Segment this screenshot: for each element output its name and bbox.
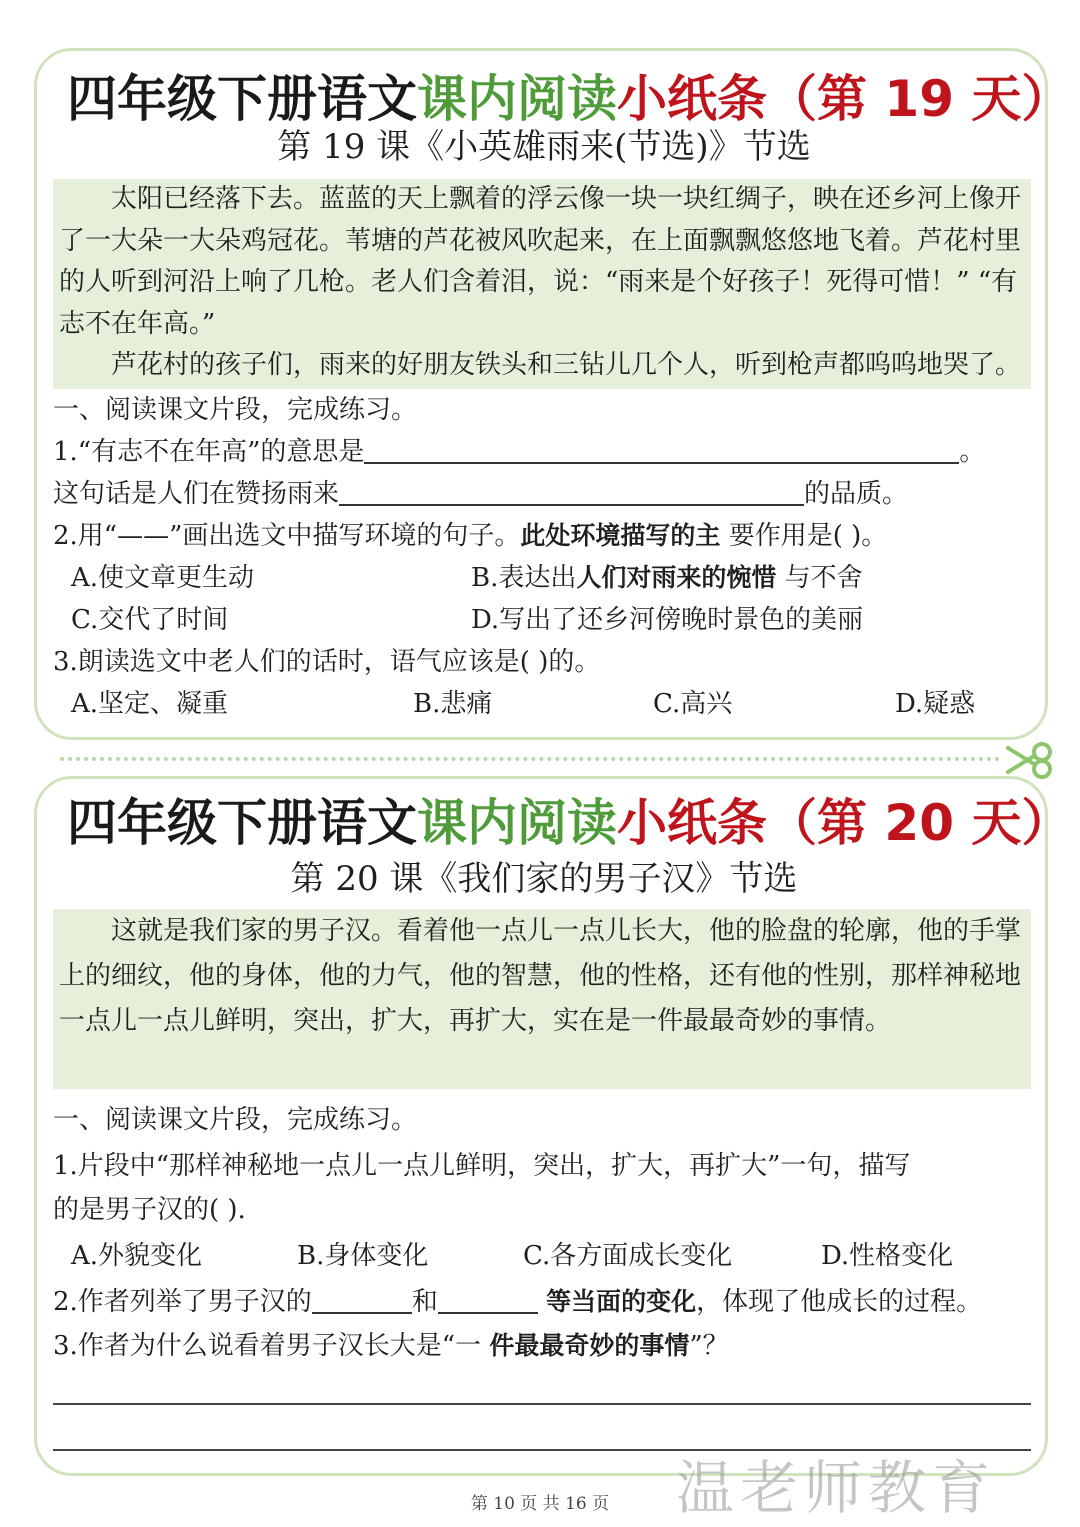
question-1-continued: 这句话是人们在赞扬雨来 的品质。 <box>53 473 1043 515</box>
option-a[interactable]: A.坚定、凝重 <box>71 689 229 719</box>
option-a[interactable]: A.使文章更生动 <box>71 563 255 593</box>
option-c[interactable]: C.高兴 <box>653 689 733 719</box>
card-title: 四年级下册语文课内阅读小纸条（第 20 天） <box>67 794 1072 852</box>
question-2-options-row2 <box>53 599 1043 641</box>
question-1-continued: 的是男子汉的( ). <box>53 1195 246 1225</box>
answer-blank[interactable] <box>364 434 959 464</box>
answer-blank[interactable] <box>339 476 804 506</box>
reading-passage <box>53 909 1031 1089</box>
section-heading: 一、阅读课文片段，完成练习。 <box>53 395 418 425</box>
option-d[interactable]: D.写出了还乡河傍晚时景色的美丽 <box>471 605 864 635</box>
option-c[interactable]: C.各方面成长变化 <box>523 1241 733 1271</box>
scissors-icon <box>1004 740 1056 780</box>
option-d[interactable]: D.疑惑 <box>895 689 976 719</box>
passage-paragraph: 芦花村的孩子们，雨来的好朋友铁头和三钻儿几个人，听到枪声都呜呜地哭了。 <box>111 350 1022 381</box>
question-2: 2.作者列举了男子汉的 和 等当面的变化，体现了他成长的过程。 <box>53 1281 1043 1323</box>
question-1: 1.片段中“那样神秘地一点儿一点儿鲜明，突出，扩大，再扩大”一句，描写 <box>53 1151 911 1181</box>
section-heading: 一、阅读课文片段，完成练习。 <box>53 1105 418 1135</box>
lesson-subtitle: 第 20 课《我们家的男子汉》节选 <box>290 859 798 899</box>
option-c[interactable]: C.交代了时间 <box>71 605 229 635</box>
lesson-subtitle: 第 19 课《小英雄雨来(节选)》节选 <box>277 127 811 167</box>
page-number: 第 10 页 共 16 页 <box>470 1494 610 1514</box>
reading-passage <box>53 179 1031 389</box>
option-b[interactable]: B.身体变化 <box>297 1241 429 1271</box>
answer-line[interactable] <box>53 1403 1031 1405</box>
question-3: 3.作者为什么说看着男子汉长大是“一 件最最奇妙的事情”？ <box>53 1331 729 1361</box>
worksheet-card-day19 <box>34 48 1072 740</box>
cut-line <box>60 757 1000 761</box>
question-2: 2.用“——”画出选文中描写环境的句子。此处环境描写的主 要作用是( )。 <box>53 521 888 551</box>
option-d[interactable]: D.性格变化 <box>821 1241 954 1271</box>
answer-blank[interactable] <box>312 1284 412 1314</box>
question-3: 3.朗读选文中老人们的话时，语气应该是( )的。 <box>53 647 601 677</box>
question-1: 1.“有志不在年高”的意思是 。 <box>53 431 1043 473</box>
question-3-options <box>53 683 1043 725</box>
passage-paragraph: 太阳已经落下去。蓝蓝的天上飘着的浮云像一块一块红绸子，映在还乡河上像开了一大朵一大朵鸡冠花。苇塘的芦花被风吹起来，在上面飘飘悠悠地飞着。芦花村里的人听到河沿上响了几枪。老人们含着泪，说：“雨来是个好孩子！死得可惜！” “有志不在年高。” <box>59 184 1022 339</box>
option-a[interactable]: A.外貌变化 <box>71 1241 203 1271</box>
option-b[interactable]: B.悲痛 <box>413 689 493 719</box>
passage-paragraph: 这就是我们家的男子汉。看着他一点儿一点儿长大，他的脸盘的轮廓，他的手掌上的细纹，他的身体，他的力气，他的智慧，他的性格，还有他的性别，那样神秘地一点儿一点儿鲜明，突出，扩大，再扩大，实在是一件最最奇妙的事情。 <box>59 916 1022 1036</box>
watermark: 温老师教育 <box>676 1454 997 1522</box>
question-1-options <box>53 1235 1043 1277</box>
answer-blank[interactable] <box>438 1284 538 1314</box>
worksheet-card-day20 <box>34 776 1072 1476</box>
option-b[interactable]: B.表达出人们对雨来的惋惜 与不舍 <box>471 563 863 593</box>
card-title: 四年级下册语文课内阅读小纸条（第 19 天） <box>67 70 1072 128</box>
question-2-options-row1 <box>53 557 1043 599</box>
